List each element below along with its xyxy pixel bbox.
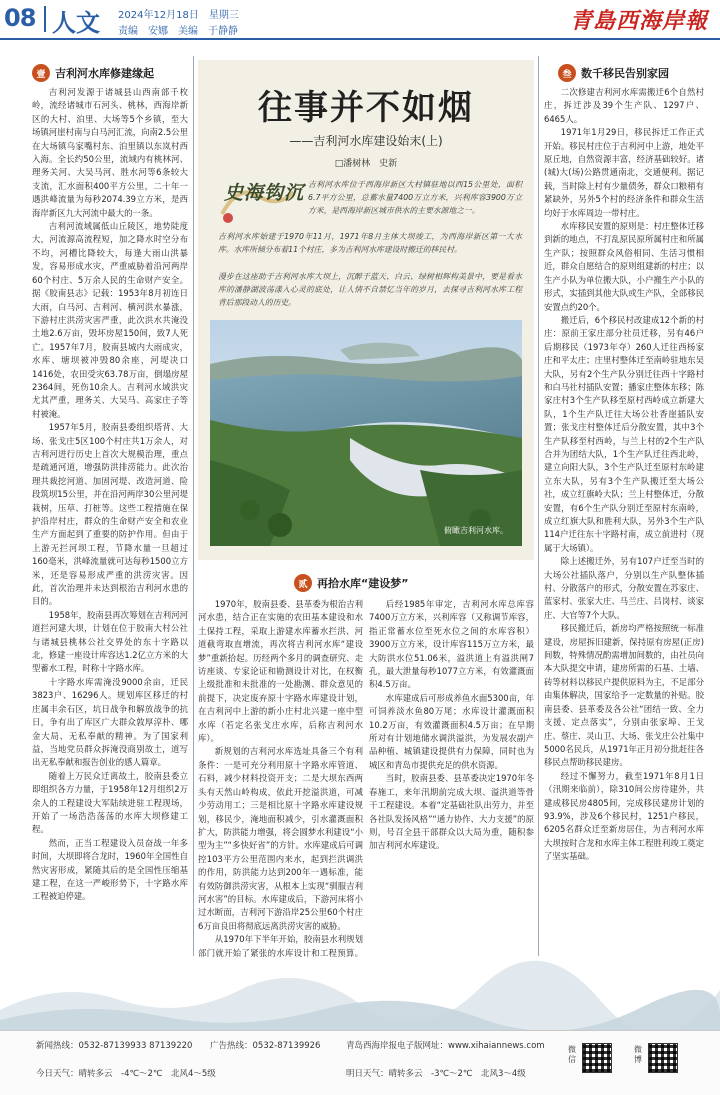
section3-title: 数千移民告别家园 xyxy=(581,67,669,80)
paragraph: 吉利河发源于诸城县山西南部千枚岭，流经诸城市石河头、桃林，西海岸新区的大村、泊里、大场等5个乡镇，至大场镇河崖村南与白马河汇流，向南2.5公里在大场镇乌家嘴村东、泊里镇以东岚村西入海。全长约50公里，流域内有桃林河、理务关河、大吴马河、胜水河等6条较大支流，汇水面积400平方公里，二十年一遇洪峰流量为每秒2074.39立方米，是西海岸新区九大河流中最大的一条。 xyxy=(32,87,188,218)
paragraph: 水库建成后可形成养鱼水面5300亩，年可饲养淡水鱼80万尾；水库设计灌溉面积10.2万亩，有效灌溉面积4.5万亩；在早期所对有计划地储水调洪溢洪，为发展农副产品种植、城镇建设提供有力保障，同时也为城区和青岛市提供充足的供水资源。 xyxy=(369,692,534,770)
feature-byline: □潘树林 史新 xyxy=(334,159,398,169)
section2-title: 再拾水库“建设梦” xyxy=(317,577,409,590)
news-hotline: 新闻热线：0532-87139933 87139220 xyxy=(36,1041,193,1051)
paragraph: 随着上万民众迁离故土，胶南县委立即组织各方力量，于1958年12月组织2万余人的工程建设大军陆续进驻工程现场，开始了一场浩浩荡荡的水库大坝修建工程。 xyxy=(32,770,188,835)
wechat-label: 微信 xyxy=(568,1045,576,1064)
paragraph: 新规划的吉利河水库选址具备三个有利条件：一是可充分利用原十字路水库管道、石料，减少材料投资开支；二是大坝东西两头有天然山岭构成，依此开挖溢洪道，可减少劳动用工；三是相比原十字路水库建设规划，移民少，淹地面积减少，引水灌溉面积扩大，防洪能力增强，将会圆梦水利建设“小型为主”“多快好省”的方针。水库建成后可调控103平方公里范围内来水，起到拦洪调洪的作用，防洪能力达到200年一遇标准，能有效防御洪涝灾害，从根本上实现“驯服吉利河水害”的目标。水库建成后，下游河床将小过水断面，吉利河下游沿岸25公里60个村庄6万亩良田将彻底远离洪涝灾害的威胁。 xyxy=(198,746,363,931)
page-header xyxy=(0,0,720,40)
section3-body xyxy=(544,86,704,962)
feature-title: 往事并不如烟 xyxy=(258,88,474,128)
section1-badge: 壹 xyxy=(32,64,50,82)
paragraph: 十字路水库需淹没9000余亩，迁民3823户、16296人。规划库区移迁的村庄属丰余石区，坑日战争和解放战争的抗日，争有出了库区广大群众敦厚淳朴、哪金大局、无私奉献的精神。为了国家利益，当地党员群众拆淹没商别故土，道写出无私奉献和报告创业的感人篇章。 xyxy=(32,676,188,768)
photo-caption: 俯瞰吉利河水库。 xyxy=(444,526,508,535)
section2-body-right xyxy=(369,598,534,960)
column-logo-text: 史海钩沉 xyxy=(224,182,305,204)
paragraph: 水库移民安置的原则是：村庄整体迁移到新的地点，不打乱原民原所属村庄和所属生产队；按照群众风俗相同、生活习惯相近，群众自愿结合的原则组建新的村庄；以生产小队为单位搬大队，小户搬生产小队的形式，实插到其他大队或生产队，全部移民安置点约20个。 xyxy=(544,221,704,312)
reservoir-aerial-photo xyxy=(210,320,522,546)
weibo-label: 微博 xyxy=(634,1045,642,1064)
editors-line: 责编 安娜 美编 于静静 xyxy=(118,26,238,37)
newspaper-masthead: 青島西海岸報 xyxy=(569,8,708,34)
paragraph: 1970年，胶南县委、县革委为根治吉利河水患，结合正在实施的农田基本建设和水土保持工程，采取上游建水库蓄水拦洪、河道截弯取直增流，再次将吉利河水库“建设梦”重新拾起。历经两个多月的调查研究、走访座谈、专家论证和勘测设计对比，在权衡上级批准和未批准的一处勘测、群众意见的前提下，决定废弃原十字路水库建设计划，在吉利河中上游的新小庄村北兴建一座中型水库（若定名张戈庄水库，后称吉利河水库）。 xyxy=(198,599,363,744)
paragraph: 从1970年下半年开始，胶南县水利规划部门就开始了紧张的水库设计和工程预算。 xyxy=(198,934,363,958)
paragraph: 移民搬迁后，新房均严格按照统一标准建设，房屋拆旧建新，保持原有房屋(正房)间数，特殊情况酌需增加间数的，由社员向本大队提交申请，建房所需的石基、土墙、砖等材料以移民户提供原料为主，不足部分由集体解决，国家给予一定数量的补贴。胶南县委、县革委及各公社“团结一致、全力支援、定点落实”，分别由张家埠、王戈庄、蔡庄、灵山卫、大场、张戈庄公社集中5000名民兵，从1971年正月初分批赶往各移民点帮助移民建房。 xyxy=(544,623,704,768)
website-line: 青岛西海岸报电子版网址：www.xihaiannews.com xyxy=(346,1041,545,1051)
column-rule xyxy=(193,56,194,956)
section-name: 人文 xyxy=(52,9,100,37)
decorative-mountain-art xyxy=(0,960,720,1030)
weibo-qr-code-icon[interactable] xyxy=(648,1043,678,1073)
section2-badge: 贰 xyxy=(294,574,312,592)
today-weather: 今日天气：晴转多云 -4℃～2℃ 北风4～5级 xyxy=(36,1069,216,1079)
paragraph: 1958年，胶南县再次筹划在吉利河河道拦河建大坝，计划在位于胶南大村公社与诸城县桃林公社交界处的东十字路以北，修建一座设计库容达1.2亿立方米的大型蓄水工程，时称十字路水库。 xyxy=(32,609,188,674)
section2-heading xyxy=(294,574,408,592)
page-number: 08 xyxy=(4,4,36,32)
paragraph: 吉利河流域属低山丘陵区，地势陡度大，河流源高流程短，加之降水时空分布不均，河槽比降较大，每逢大雨山洪暴发，容易形成水灾，严重威胁着沿河两岸60个村庄、5万余人民的生命财产安全。据《胶南县志》记载：1953年8月初连日大雨，白马河、吉利河、横河洪水暴涨，下游村庄洪涝灾害严重，此次洪水共淹没土地2.6万亩，毁坏房屋150间，致7人死亡。1957年7月，胶南县城内大雨成灾，水库、塘坝被冲毁80余座，河堤决口1416处，农田受灾63.78万亩，倒塌房屋2364间，死伤10余人。吉利河水域洪灾尤其严重，理务关、大吴马、高家庄子等村被淹。 xyxy=(32,221,188,419)
section1-body xyxy=(32,86,188,976)
feature-subtitle: ——吉利河水库建设始末(上) xyxy=(289,134,443,148)
section3-heading xyxy=(558,64,669,82)
paragraph: 1971年1月29日，移民拆迁工作正式开始。移民村庄位于吉利河中上游，地处平原丘地，自然资源丰富，经济基础较好。诸(城)大(场)公路贯通南北，交通便利。据记载，当时除上村有少量债务，群众口粮稍有紧缺外，另外5个村的经济条件和群众生活均好于水库周边一带村庄。 xyxy=(544,127,704,218)
section1-heading xyxy=(32,64,154,82)
paragraph: 当时，胶南县委、县革委决定1970年冬春施工，来年汛期前完成大坝、溢洪道等骨干工程建设。本着“定基础社队出劳力，并至各社队发扬风格”“通力协作、大力支援”的原则，号召全县干部群众以大局为重，随积参加吉利河水库建设。 xyxy=(369,773,534,851)
ad-hotline: 广告热线：0532-87139926 xyxy=(210,1041,321,1051)
tomorrow-weather: 明日天气：晴转多云 -3℃～2℃ 北风3～4级 xyxy=(346,1069,526,1079)
column-rule xyxy=(538,56,539,956)
section1-title: 吉利河水库修建缘起 xyxy=(55,67,154,80)
feature-intro-2: 吉利河水库始建于1970年11月，1971年8月主体大坝竣工，为西海岸新区第一大水库。水库所倾分布着11个村庄，多为吉利河水库建设时搬迁的移民村。 xyxy=(218,232,522,254)
wechat-qr-code-icon[interactable] xyxy=(582,1043,612,1073)
paragraph: 后经1985年审定，吉利河水库总库容7400万立方米，兴利库容（又称调节库容，指正常蓄水位至死水位之间的水库容积）3900万立方米，设计库容115万立方米，最大防洪水位51.06米，溢洪道上有溢洪闸7孔，最大泄量每秒1077立方米，有效灌溉面积4.5万亩。 xyxy=(369,599,534,690)
paragraph: 搬迁后，6个移民村改建成12个新的村庄：原前王家庄部分社员迁移，另有46户后期移民（1973年夺）260人迁往西杨家庄和平太庄；庄里村整体迁至南岭驻地东吴大队，另有2个生产队分别迁往西十字路村和白马社村插队安置；播家庄整体东移；陈家庄村3个生产队移至原村西岭成立新建大队，1个生产队迁往大场公社香崖插队安置；张戈庄村整体迁后分散安置，其中3个生产队移至村西岭，与兰上村的2个生产队合并为团结大队，1个生产队迁往西北岭，建立向阳大队，3个生产队迁至原村东岭建立东大队，另有3个生产队搬迁至大场公社，成立红旗岭大队；兰上村整体迁，分散安置，有6个生产队分别迁至原村东南岭，成立红旗大队和胜利大队，另外3个生产队114户迁往东十字路村南，成立前进村（现属于大场镇）。 xyxy=(544,314,704,553)
paragraph: 经过不懈努力，截至1971年8月1日（汛期来临前），除310间公房待建外，共建成移民房4805间，完成移民建房计划的93.9%，涉及6个移民村，1251户移民，6205名群众迁至新房居住，为吉利河水库大坝按时合龙和水库主体工程胜利竣工奠定了坚实基础。 xyxy=(544,770,704,862)
header-divider xyxy=(44,6,46,32)
paragraph: 除上述搬迁外，另有107户迁至当时的大场公社插队落户，分别以生产队整体插村、分散落户的形式，分散安置在苏家庄、蓝家村、张家大庄、马兰庄、吕岗村、谈家庄、大官等7个大队。 xyxy=(544,556,704,620)
issue-date: 2024年12月18日 星期三 xyxy=(118,10,239,21)
reservoir-photo-image xyxy=(210,320,522,546)
paragraph: 二次修建吉利河水库需搬迁6个自然村庄，拆迁涉及39个生产队、1297户、6465人。 xyxy=(544,87,704,124)
paragraph: 1957年5月，胶南县委组织塔背、大场、张戈庄5区100个村庄共1万余人，对吉利河进行历史上首次大规模治理，重点是疏通河道，增强防洪排涝能力。此次治理共裁挖河道、加固河堤、改造河道、险段筑坝15公里，并在沿河两岸30公里河堤栽树，压草、打桩等。这些工程措施在保护沿岸村庄，群众的生命财产安全和农业生产方面起到了重要的防护作用。但由于上游无拦河坝工程，节降水量一旦超过160毫米，洪峰流量就可达每秒1500立方米，还是容易形成严重的洪涝灾害。因此，首次治理并未达到根治吉利河水患的目的。 xyxy=(32,422,188,607)
feature-intro-3: 漫步在这座助于吉利河水库大坝上，沉醉于蓝天、白云、绿树相辉构美景中，要是看水库的潘静湖波荡漾入心灵的底处，让人情不自禁忆当年的岁月，去探寻吉利河水库工程背后那段动人的历史。 xyxy=(218,272,522,307)
paragraph: 然而，正当工程建设入员奋战一年多时间，大坝即将合龙时，1960年全国性自然灾害形成，紧随其后的是全国性压缩基建工程，在这一严峻形势下，十字路水库工程被迫停建。 xyxy=(32,837,188,902)
section3-badge: 叁 xyxy=(558,64,576,82)
page-footer xyxy=(0,1030,720,1095)
section2-body-left xyxy=(198,598,363,960)
feature-intro-1: 吉利河水库位于西海岸新区大村镇驻地以西15公里处，面积6.7平方公里，总蓄水量7400万立方米，兴利库容3900万立方米，是西海岸新区城市供水的主要水源地之一。 xyxy=(308,180,522,215)
